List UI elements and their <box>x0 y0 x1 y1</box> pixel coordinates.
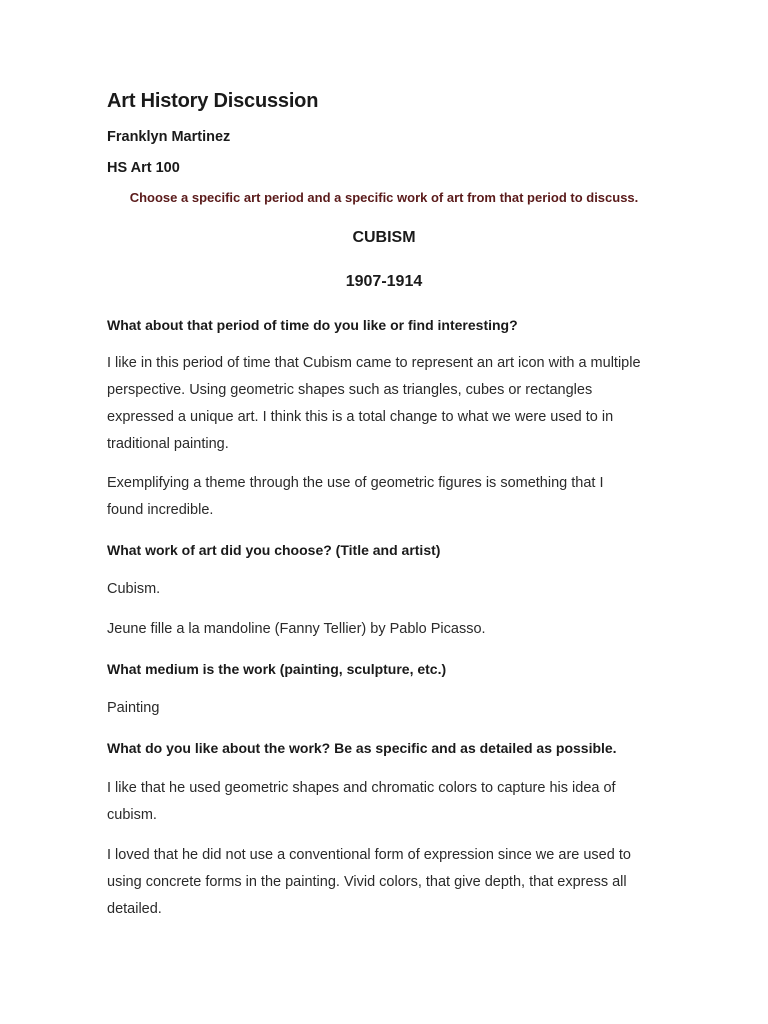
question-1: What about that period of time do you like or find interesting? <box>107 317 518 333</box>
answer-line: found incredible. <box>107 502 214 518</box>
assignment-prompt: Choose a specific art period and a specific work of art from that period to discuss. <box>129 190 639 205</box>
answer-line: perspective. Using geometric shapes such as triangles, cubes or rectangles <box>107 382 593 398</box>
answer-line: Exemplifying a theme through the use of geometric figures is something that I <box>107 475 604 491</box>
answer-line: I loved that he did not use a conventional form of expression since we are used to <box>107 847 631 863</box>
answer-paragraph <box>107 775 616 829</box>
question-3: What medium is the work (painting, sculpture, etc.) <box>107 661 447 677</box>
answer-line: cubism. <box>107 807 157 823</box>
document-title: Art History Discussion <box>107 90 319 112</box>
course-name: HS Art 100 <box>107 160 180 176</box>
answer-paragraph <box>107 842 631 923</box>
answer-line: detailed. <box>107 901 162 917</box>
answer-line: using concrete forms in the painting. Vivid colors, that give depth, that express all <box>107 874 627 890</box>
answer-line: expressed a unique art. I think this is a total change to what we were used to in <box>107 409 614 425</box>
art-period-heading: CUBISM <box>352 229 416 246</box>
answer-paragraph <box>107 350 641 458</box>
answer-line: I like that he used geometric shapes and chromatic colors to capture his idea of <box>107 780 616 796</box>
answer-paragraph <box>107 695 159 722</box>
years-heading: 1907-1914 <box>345 273 423 290</box>
answer-paragraph <box>107 616 486 643</box>
author-name: Franklyn Martinez <box>107 129 231 145</box>
question-4: What do you like about the work? Be as specific and as detailed as possible. <box>107 740 617 756</box>
answer-line: Jeune fille a la mandoline (Fanny Tellier) by Pablo Picasso. <box>107 621 486 637</box>
answer-paragraph <box>107 470 603 524</box>
answer-line: Cubism. <box>107 581 161 597</box>
answer-paragraph <box>107 576 160 603</box>
answer-line: I like in this period of time that Cubism came to represent an art icon with a multiple <box>107 355 641 371</box>
answer-line: Painting <box>107 700 160 716</box>
question-2: What work of art did you choose? (Title and artist) <box>107 542 441 558</box>
answer-line: traditional painting. <box>107 436 229 452</box>
